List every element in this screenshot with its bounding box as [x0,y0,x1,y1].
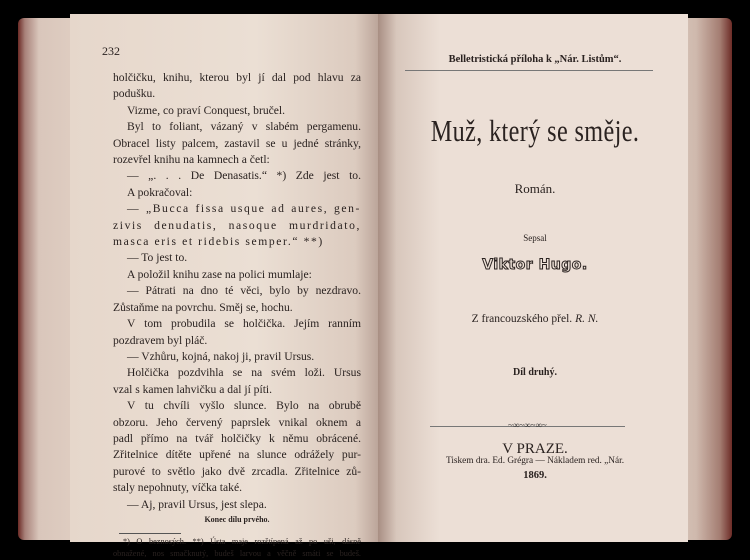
text-line: pozdravem byl pláč. [113,333,208,347]
ornament-icon: ~∞~∞~∞~ [508,420,547,430]
header-rule [405,70,653,71]
text-line: Vizme, co praví Conquest, bručel. [127,103,286,117]
text-line: Obracel listy palcem, zastavil se u jedné stránky, [113,136,361,150]
translation-label: Z francouzského přel. [471,313,573,325]
text-line: holčičku, knihu, kterou byl jí dal pod hlavu za [113,71,361,84]
end-of-part-note: Konec dílu prvého. [204,514,270,524]
volume: Díl druhý. [513,367,557,378]
text-line: masca eris et ridebis semper.“ **) [113,235,324,249]
text-line: staly nepohnuty, víčka také. [113,481,242,495]
text-line: — To jest to. [127,251,188,265]
text-line: zivis denudatis, nasoque murdridato, [113,218,361,232]
author: Viktor Hugo. [482,257,588,273]
genre: Román. [514,181,556,196]
left-page-text [113,70,361,560]
translator: R. N. [575,313,599,325]
printer-line: Tiskem dra. Ed. Grégra — Nákladem red. „Nár. [445,456,625,466]
text-line: A pokračoval: [127,185,193,199]
page-number: 232 [102,44,120,58]
text-line: vzal s kamen lahvičku a dal jí píti. [113,382,273,396]
text-line: — „. . . De Denasatis.“ *) Zde jest to. [127,169,361,183]
book-title: Muž, který se směje. [430,113,640,148]
text-line: obzoru. Jeho červený paprslek vnikal oknem a [113,415,361,429]
text-line: rozevřel knihu na kamnech a četl: [113,153,270,167]
text-line: V tom probudila se holčička. Jejím ranním [127,317,361,331]
text-line: Holčička pozdvihla se na svém loži. Ursus [127,366,361,380]
place: V PRAZE. [502,441,568,457]
footnote-line: obnažené, nos smačknutý, budeš larvou a věčně smáti se budeš. [113,548,361,558]
running-header: Belletristická příloha k „Nár. Listům“. [448,54,622,65]
text-line: purové to světlo jako dvě zrcadla. Zřitelnice zů- [113,464,361,478]
text-line: — Vzhůru, kojná, nakoj ji, pravil Ursus. [127,349,315,363]
text-line: — Aj, pravil Ursus, jest slepa. [127,497,267,511]
text-line: Zůstaňme na povrchu. Směj se, hochu. [113,300,293,314]
text-line: padl přímo na tvář holčičky k němu obrácené. [113,431,361,445]
by-label: Sepsal [523,233,547,243]
footnote-rule [119,533,181,534]
text-line: Zřitelnice dítěte upřené na slunce odrážely pur- [113,448,361,462]
text-line: podušku. [113,87,156,101]
text-line: Byl to foliant, vázaný v slabém pergamenu. [127,120,361,134]
translation-note [395,313,675,325]
text-line: — Pátrati na dno té věci, bylo by nezdravo. [127,284,361,298]
text-line: V tu chvíli vyšlo slunce. Bylo na obrubě [127,399,361,413]
text-line: — „Bucca fissa usque ad aures, gen- [127,202,361,216]
year: 1869. [523,470,547,481]
footnote-line: *) O beznosých. **) Ústa maje rozštípená až po uši, dásně [123,536,361,546]
text-line: A položil knihu zase na polici mumlaje: [127,267,312,281]
